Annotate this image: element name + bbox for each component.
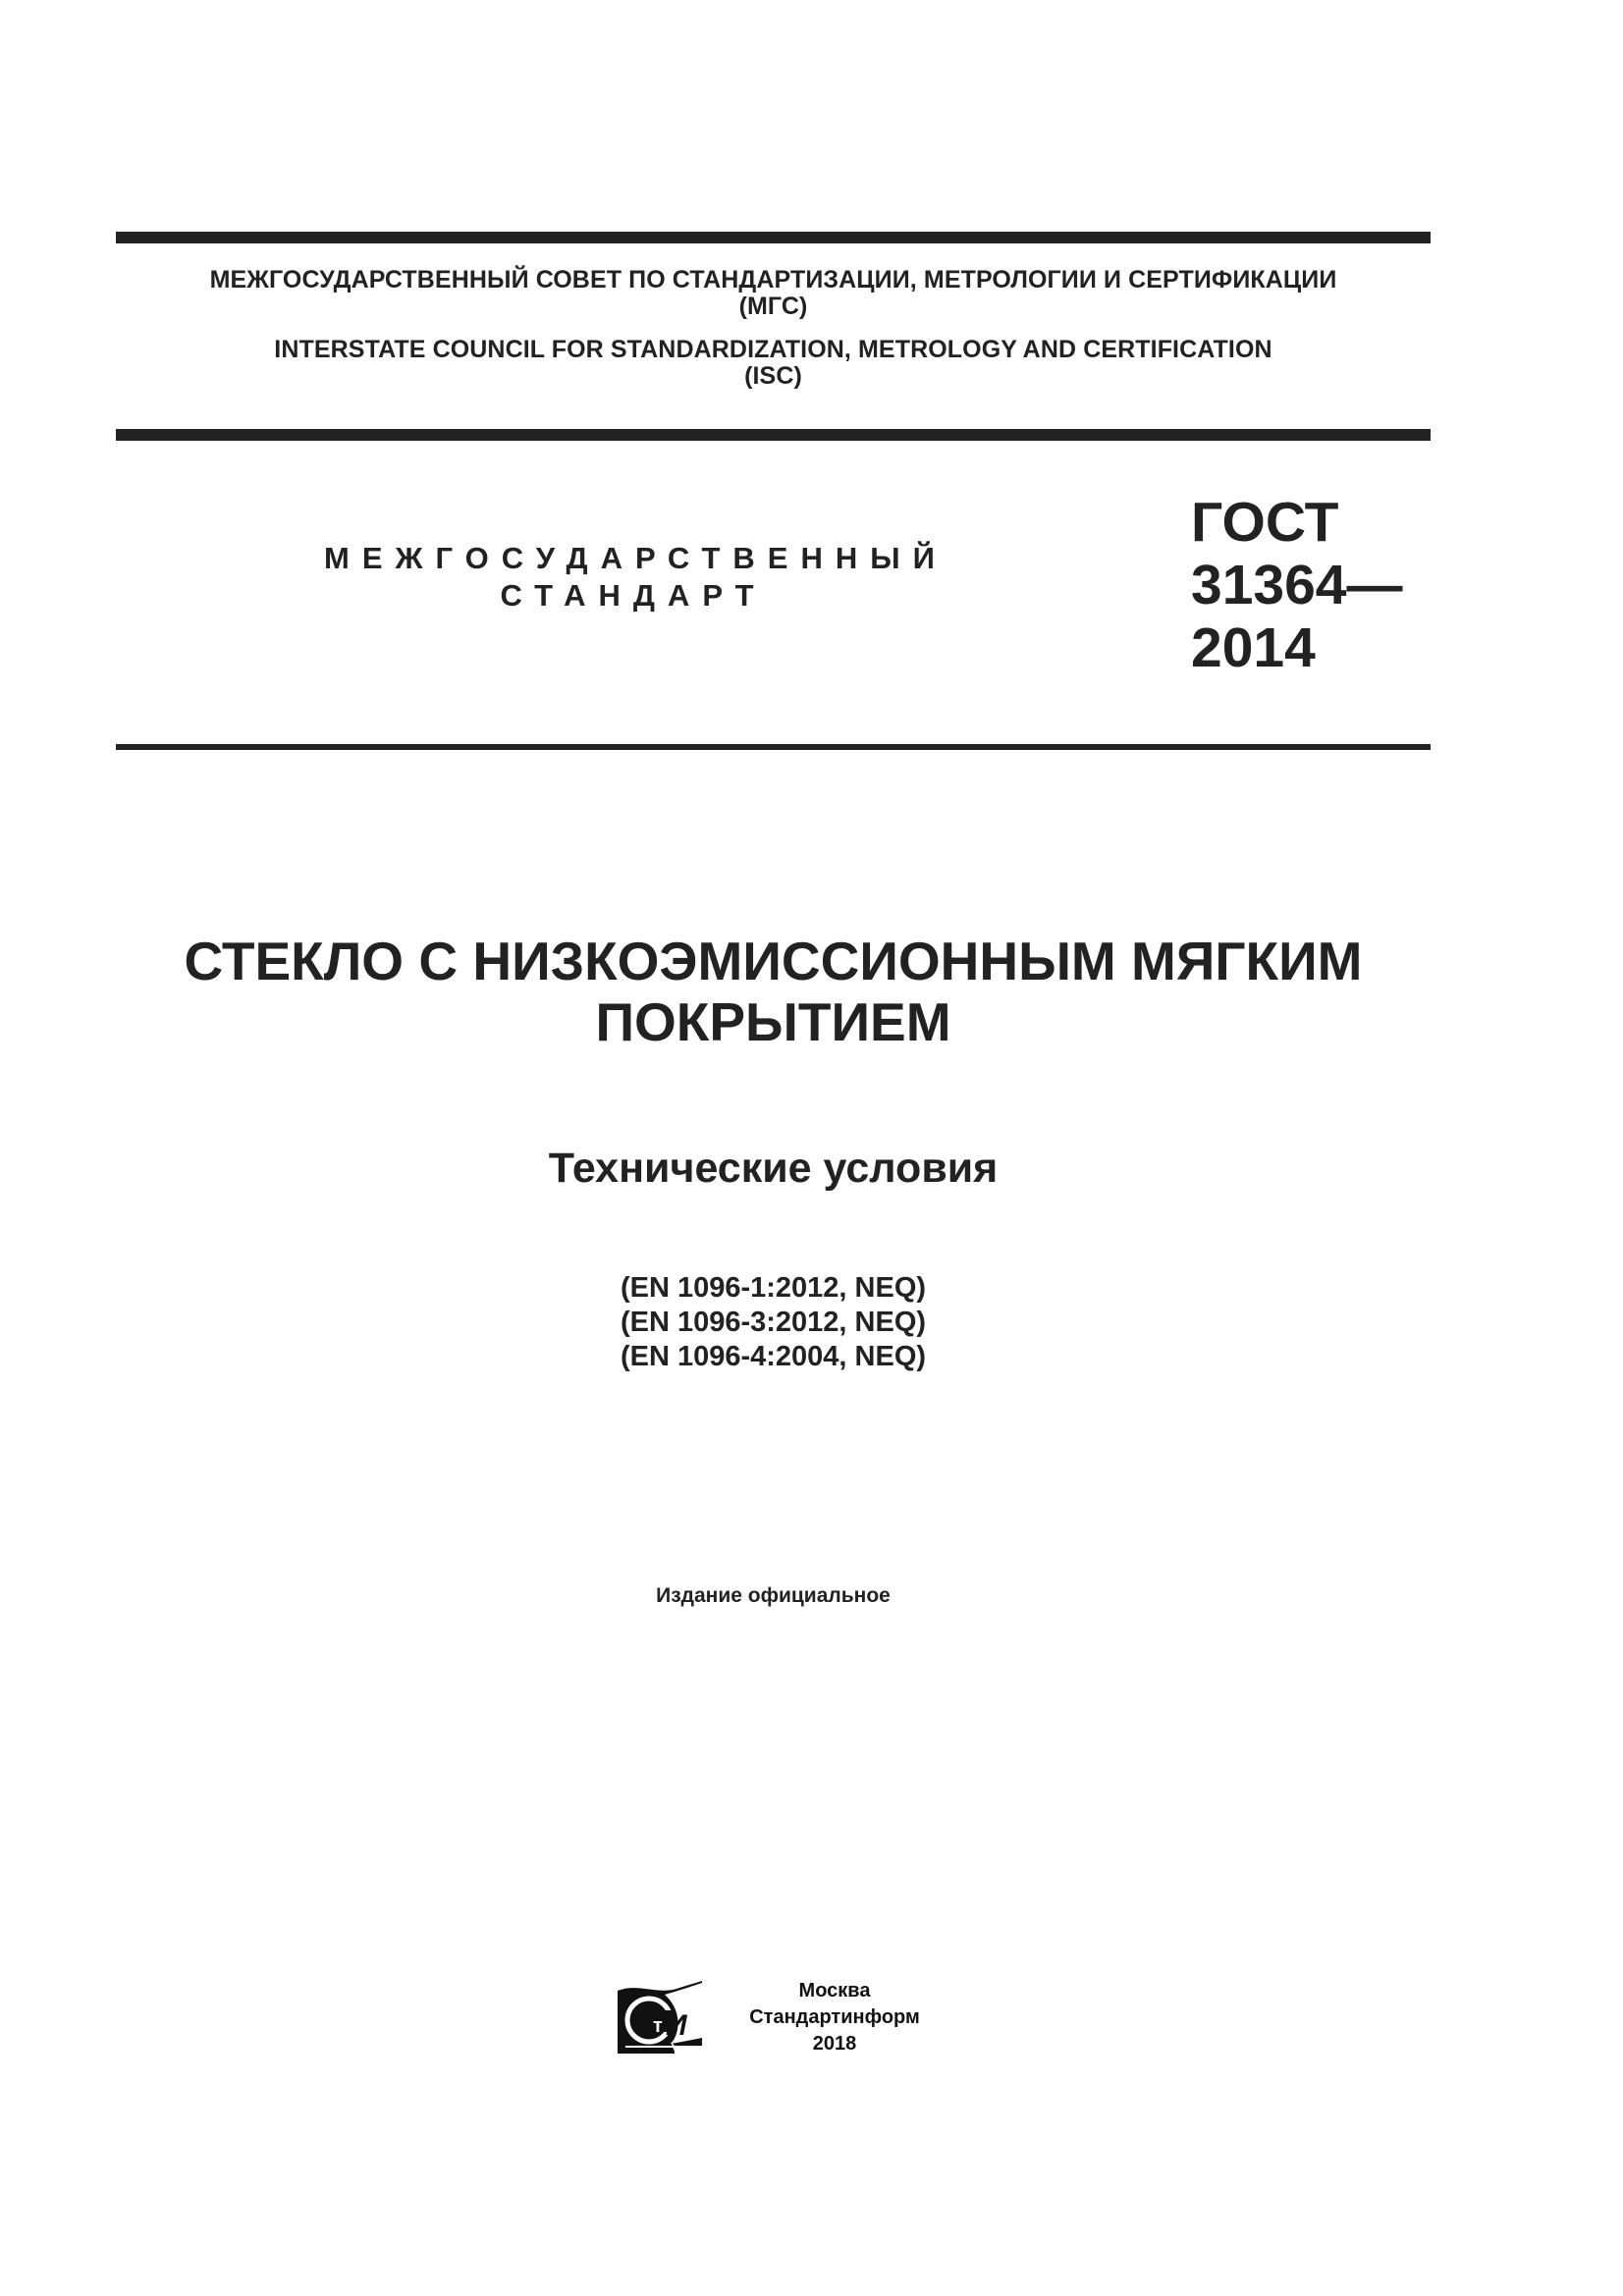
- council-name-ru: МЕЖГОСУДАРСТВЕННЫЙ СОВЕТ ПО СТАНДАРТИЗАЦИИ, МЕТРОЛОГИИ И СЕРТИФИКАЦИИ: [209, 266, 1337, 294]
- council-name-en: INTERSTATE COUNCIL FOR STANDARDIZATION, METROLOGY AND CERTIFICATION: [274, 336, 1272, 363]
- title-line1: СТЕКЛО С НИЗКОЭМИССИОННЫМ МЯГКИМ: [184, 931, 1363, 991]
- gost-label: ГОСТ: [1191, 491, 1339, 554]
- top-rule: [116, 232, 1431, 243]
- reference-item: (EN 1096-1:2012, NEQ): [620, 1272, 927, 1304]
- reference-item: (EN 1096-3:2012, NEQ): [620, 1307, 927, 1338]
- gost-designation: [1191, 491, 1403, 679]
- document-subtitle: Технические условия: [548, 1145, 999, 1192]
- document-title: [116, 931, 1431, 1052]
- header-bottom-rule: [116, 429, 1431, 441]
- council-header: [116, 267, 1431, 390]
- standard-type-line1: МЕЖГОСУДАРСТВЕННЫЙ: [324, 541, 947, 575]
- publisher-info: [722, 1978, 947, 2057]
- gost-year: 2014: [1191, 616, 1316, 679]
- standartinform-logo-icon: [614, 1981, 706, 2057]
- council-abbr-en: (ISC): [744, 362, 802, 390]
- council-abbr-ru: (МГС): [738, 293, 808, 320]
- publisher-city: Москва: [798, 1980, 871, 2002]
- standard-type: [324, 540, 947, 614]
- svg-text:т: т: [653, 2015, 663, 2037]
- standard-type-line2: СТАНДАРТ: [500, 578, 767, 613]
- references-list: [116, 1271, 1431, 1374]
- publisher-year: 2018: [812, 2033, 857, 2055]
- designation-bottom-rule: [116, 744, 1431, 750]
- edition-note: Издание официальное: [656, 1584, 891, 1607]
- publisher-name: Стандартинформ: [749, 2006, 920, 2028]
- title-line2: ПОКРЫТИЕМ: [595, 991, 951, 1052]
- gost-number: 31364—: [1191, 554, 1403, 616]
- reference-item: (EN 1096-4:2004, NEQ): [620, 1341, 927, 1372]
- svg-text:И: И: [666, 2009, 687, 2042]
